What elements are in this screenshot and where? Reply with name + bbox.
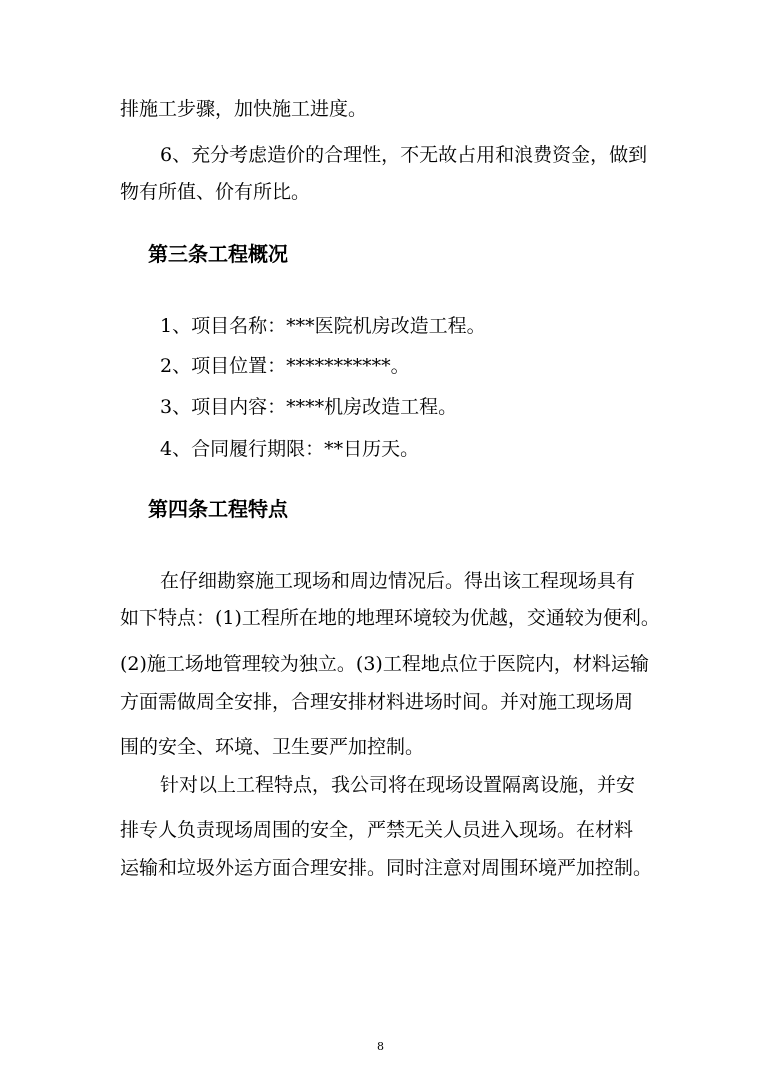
text-line: 物有所值、价有所比。 bbox=[120, 181, 311, 203]
list-item: 3、项目内容：****机房改造工程。 bbox=[160, 396, 458, 418]
paragraph-line: 方面需做周全安排，合理安排材料进场时间。并对施工现场周 bbox=[120, 691, 634, 713]
paragraph-line: 排专人负责现场周围的安全，严禁无关人员进入现场。在材料 bbox=[120, 819, 634, 841]
paragraph-line: 围的安全、环境、卫生要严加控制。 bbox=[120, 736, 425, 758]
list-item: 2、项目位置：***********。 bbox=[160, 355, 410, 377]
page-number: 8 bbox=[377, 1040, 384, 1053]
section-heading: 第四条工程特点 bbox=[148, 497, 288, 521]
section-heading: 第三条工程概况 bbox=[148, 242, 288, 266]
paragraph-line: 运输和垃圾外运方面合理安排。同时注意对周围环境严加控制。 bbox=[120, 857, 653, 879]
paragraph-line: (2)施工场地管理较为独立。(3)工程地点位于医院内，材料运输 bbox=[120, 653, 649, 675]
text-line: 排施工步骤，加快施工进度。 bbox=[120, 98, 368, 120]
paragraph-line: 如下特点：(1)工程所在地的地理环境较为优越，交通较为便利。 bbox=[120, 607, 660, 629]
paragraph-line: 针对以上工程特点，我公司将在现场设置隔离设施，并安 bbox=[160, 774, 636, 796]
list-item: 4、合同履行期限：**日历天。 bbox=[160, 438, 420, 460]
paragraph-line: 在仔细勘察施工现场和周边情况后。得出该工程现场具有 bbox=[160, 570, 636, 592]
list-item: 1、项目名称：***医院机房改造工程。 bbox=[160, 315, 486, 337]
text-line: 6、充分考虑造价的合理性，不无故占用和浪费资金，做到 bbox=[160, 144, 648, 166]
